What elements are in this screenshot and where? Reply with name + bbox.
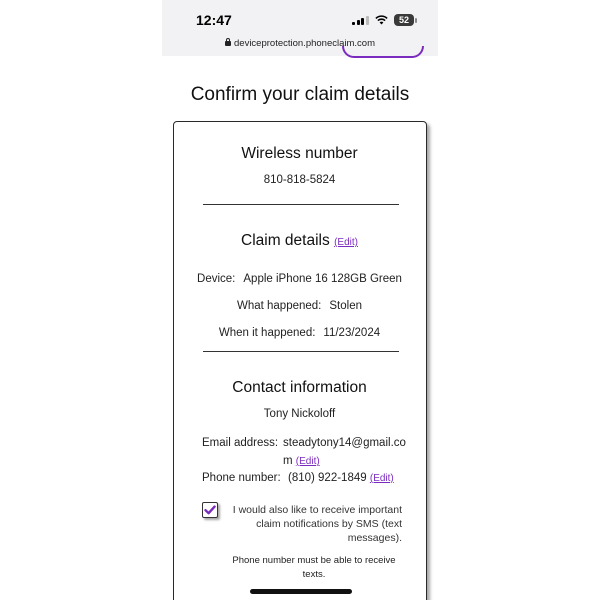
status-icons — [352, 14, 414, 26]
url-text: deviceprotection.phoneclaim.com — [234, 38, 375, 49]
phone-screen — [162, 0, 438, 600]
claim-summary-card — [173, 121, 427, 600]
home-indicator[interactable] — [250, 589, 352, 594]
device-row — [174, 273, 425, 285]
what-happened-row — [174, 300, 425, 312]
sms-note: Phone number must be able to receive texts. — [232, 555, 396, 580]
wireless-number-title: Wireless number — [241, 145, 358, 162]
contact-info-title: Contact information — [232, 379, 367, 396]
signal-icon — [352, 15, 369, 25]
status-time: 12:47 — [196, 12, 232, 28]
sms-opt-in-label: I would also like to receive important claim notifications by SMS (text messages). — [232, 504, 402, 544]
phone-value-wrap — [288, 472, 394, 484]
email-value-wrap — [283, 455, 320, 467]
when-happened-row — [174, 327, 425, 339]
phone-label: Phone number: — [202, 472, 281, 484]
sms-opt-in-checkbox[interactable] — [202, 502, 218, 518]
divider — [203, 204, 399, 205]
wireless-number-value: 810-818-5824 — [263, 174, 336, 186]
page-title: Confirm your claim details — [190, 84, 410, 105]
battery-icon: 52 — [394, 14, 414, 26]
checkmark-icon — [204, 504, 216, 516]
device-label: Device: — [197, 273, 236, 285]
device-value: Apple iPhone 16 128GB Green — [243, 273, 402, 285]
when-happened-label: When it happened: — [218, 327, 316, 339]
claim-details-title — [174, 232, 425, 250]
what-happened-label: What happened: — [236, 300, 322, 312]
email-edit-link[interactable]: (Edit) — [295, 456, 320, 467]
phone-value: (810) 922-1849 — [288, 472, 367, 484]
claim-details-label: Claim details — [241, 232, 330, 249]
email-value-end: m — [283, 455, 293, 467]
divider — [203, 351, 399, 352]
what-happened-value: Stolen — [329, 300, 362, 312]
email-value: steadytony14@gmail.co — [283, 437, 406, 449]
wifi-icon — [375, 15, 388, 25]
claim-edit-link[interactable]: (Edit) — [334, 237, 358, 248]
email-label: Email address: — [202, 437, 279, 449]
header-button-partial[interactable] — [342, 46, 424, 58]
lock-icon — [225, 41, 231, 46]
when-happened-value: 11/23/2024 — [323, 327, 381, 339]
phone-edit-link[interactable]: (Edit) — [369, 473, 394, 484]
contact-name: Tony Nickoloff — [263, 408, 336, 420]
